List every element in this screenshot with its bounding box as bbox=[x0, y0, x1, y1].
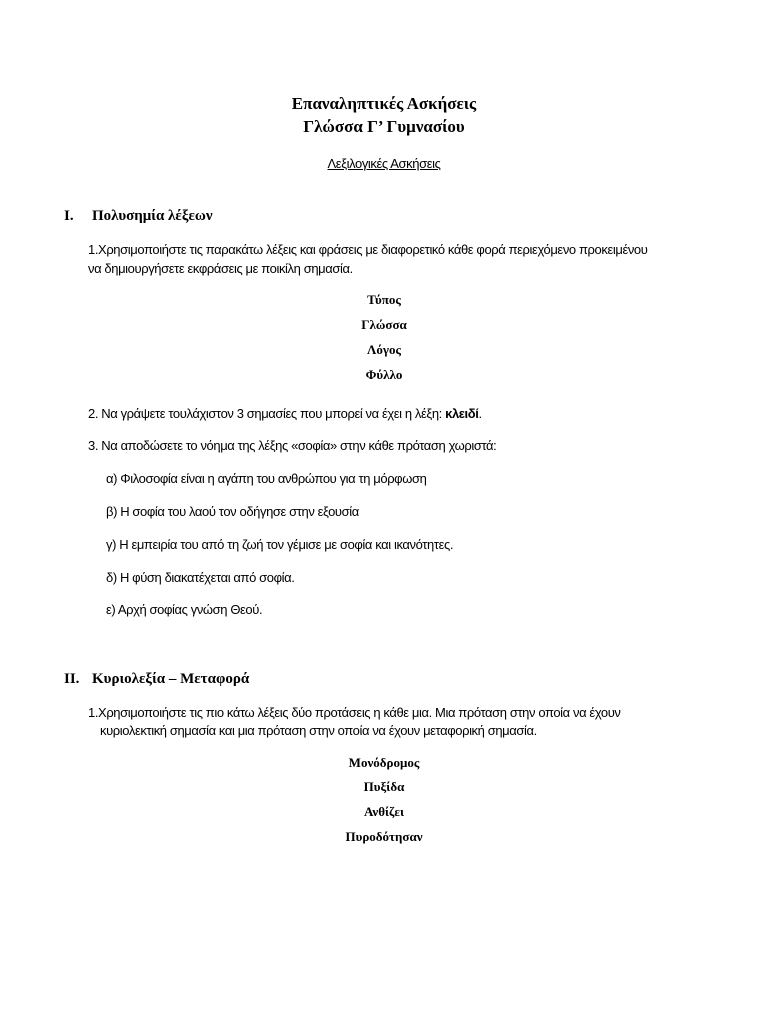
section1-exercise3: 3. Να αποδώσετε το νόημα της λέξης «σοφία» στην κάθε πρόταση χωριστά: bbox=[88, 438, 497, 453]
section1-title: Πολυσημία λέξεων bbox=[92, 208, 213, 224]
word-glossa: Γλώσσα bbox=[361, 317, 407, 332]
word-typos: Τύπος bbox=[367, 292, 401, 307]
section2-exercise1-line2: κυριολεκτική σημασία και μια πρόταση στην οποία να έχουν μεταφορική σημασία. bbox=[100, 723, 537, 738]
word-logos: Λόγος bbox=[367, 342, 401, 357]
word-pyrodotisan: Πυροδότησαν bbox=[345, 829, 423, 844]
section1-exercise2 bbox=[88, 406, 482, 421]
section2-exercise1-line1: 1.Χρησιμοποιήστε τις πιο κάτω λέξεις δύο προτάσεις η κάθε μια. Μια πρόταση στην οποία να έχουν bbox=[88, 705, 621, 720]
document-subtitle bbox=[0, 156, 768, 171]
exercise2-end: . bbox=[478, 406, 482, 421]
word-pyxida: Πυξίδα bbox=[363, 779, 405, 794]
section1-exercise1-line2: να δημιουργήσετε εκφράσεις με ποικίλη σημασία. bbox=[88, 261, 353, 276]
sentence-a: α) Φιλοσοφία είναι η αγάπη του ανθρώπου για τη μόρφωση bbox=[106, 471, 427, 486]
subtitle-text: Λεξιλογικές Ασκήσεις bbox=[327, 156, 441, 171]
section2-numeral: II. bbox=[64, 671, 80, 687]
sentence-e: ε) Αρχή σοφίας γνώση Θεού. bbox=[106, 602, 263, 617]
word-fyllo: Φύλλο bbox=[365, 367, 403, 382]
section2-title: Κυριολεξία – Μεταφορά bbox=[92, 671, 250, 687]
document-title-line1: Επαναληπτικές Ασκήσεις bbox=[291, 94, 477, 113]
sentence-b: β) Η σοφία του λαού τον οδήγησε στην εξουσία bbox=[106, 504, 359, 519]
word-monodromos: Μονόδρομος bbox=[348, 755, 420, 770]
exercise2-keyword: κλειδί bbox=[445, 406, 479, 421]
section1-exercise1-line1: 1.Χρησιμοποιήστε τις παρακάτω λέξεις και φράσεις με διαφορετικό κάθε φορά περιεχόμενο προκειμένου bbox=[88, 242, 648, 257]
section1-numeral: I. bbox=[64, 208, 74, 224]
sentence-c: γ) Η εμπειρία του από τη ζωή τον γέμισε με σοφία και ικανότητες. bbox=[106, 537, 454, 552]
word-anthizei: Ανθίζει bbox=[363, 804, 404, 819]
sentence-d: δ) Η φύση διακατέχεται από σοφία. bbox=[106, 570, 295, 585]
document-title-line2: Γλώσσα Γ’ Γυμνασίου bbox=[303, 117, 465, 136]
exercise2-text: 2. Να γράψετε τουλάχιστον 3 σημασίες που μπορεί να έχει η λέξη: bbox=[88, 406, 446, 421]
